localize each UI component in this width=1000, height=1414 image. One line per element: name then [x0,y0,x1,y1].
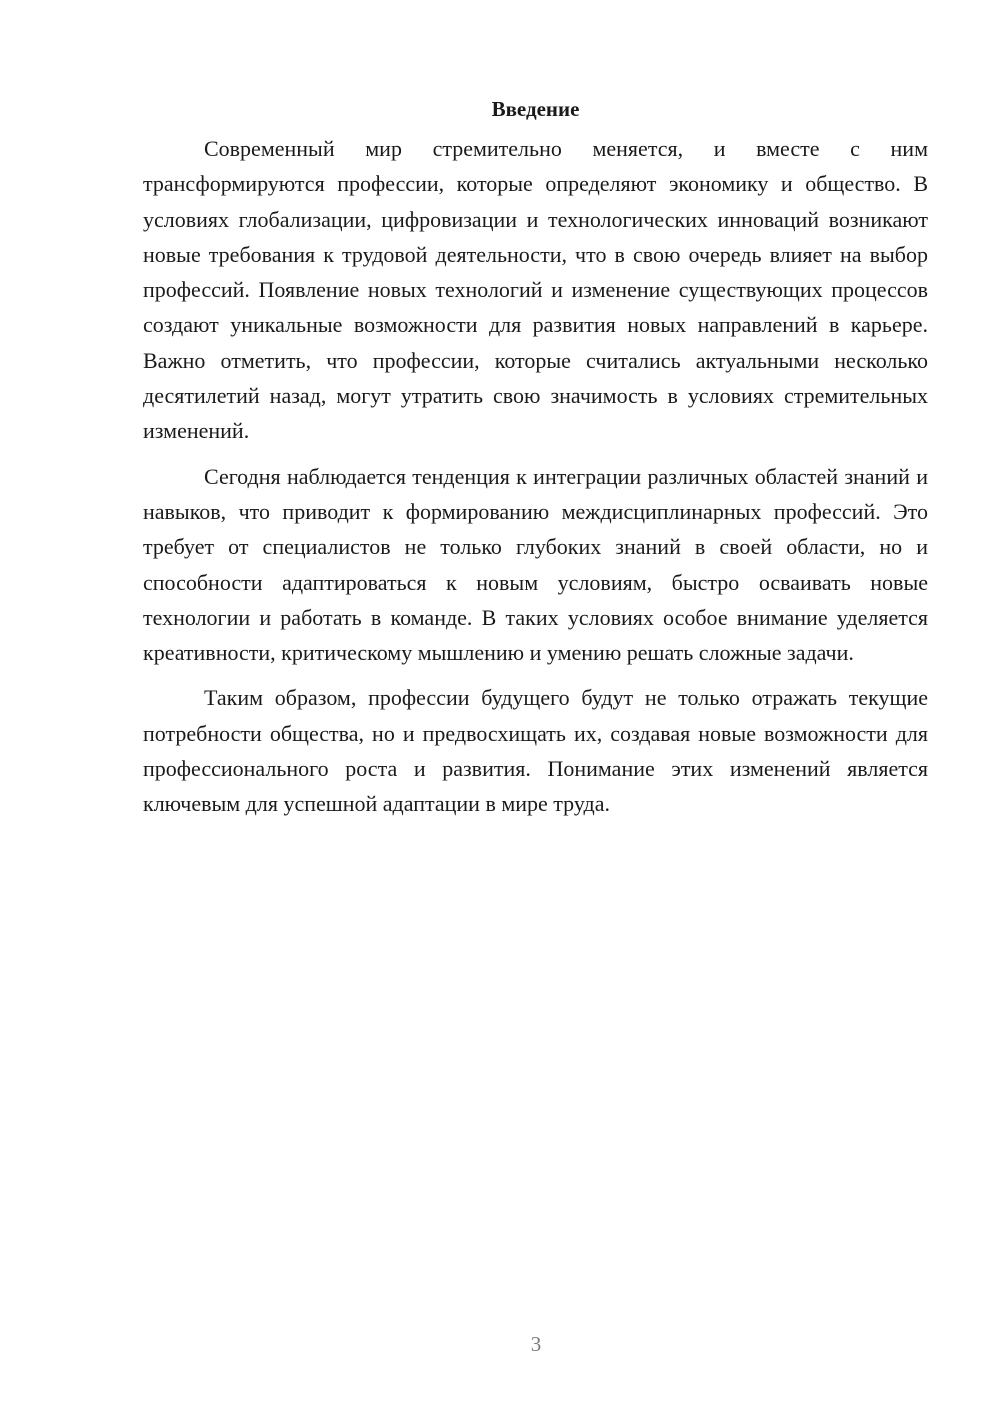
page-number: 3 [530,1332,542,1356]
paragraph-1: Современный мир стремительно меняется, и вместе с ним трансформируются профессии, которые определяют экономику и общество. В условиях глобализации, цифровизации и технологических инноваций возникают новые требования к трудовой деятельности, что в свою очередь влияет на выбор профессий. Появление новых технологий и изменение существующих процессов создают уникальные возможности для развития новых направлений в карьере. Важно отметить, что профессии, которые считались актуальными несколько десятилетий назад, могут утратить свою значимость в условиях стремительных изменений. [143,136,928,444]
document-body [143,92,928,832]
paragraph-2: Сегодня наблюдается тенденция к интеграции различных областей знаний и навыков, что приводит к формированию междисциплинарных профессий. Это требует от специалистов не только глубоких знаний в своей области, но и способности адаптироваться к новым условиям, быстро осваивать новые технологии и работать в команде. В таких условиях особое внимание уделяется креативности, критическому мышлению и умению решать сложные задачи. [143,463,928,666]
paragraph-3: Таким образом, профессии будущего будут не только отражать текущие потребности общества, но и предвосхищать их, создавая новые возможности для профессионального роста и развития. Понимание этих изменений является ключевым для успешной адаптации в мире труда. [143,685,928,817]
section-title: Введение [491,97,580,121]
